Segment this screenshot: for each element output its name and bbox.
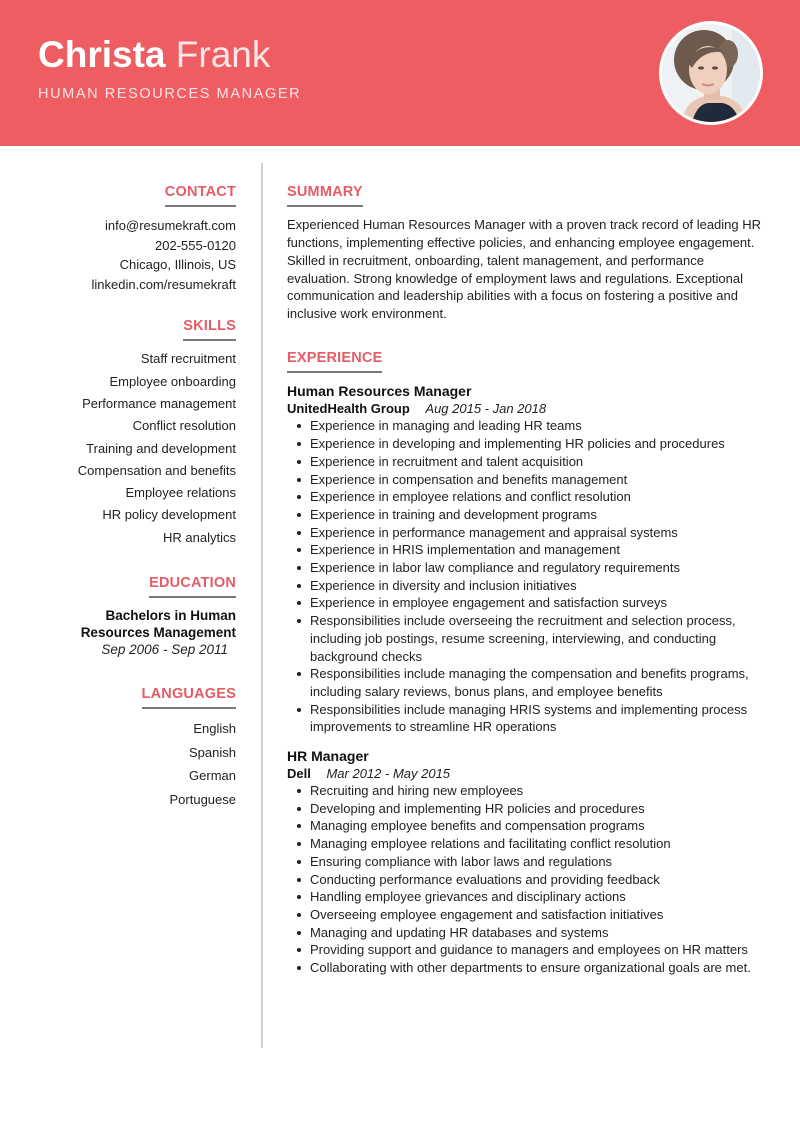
bullet-icon (297, 878, 301, 882)
job-bullet-text: Experience in HRIS implementation and management (310, 542, 621, 558)
job-bullet (310, 888, 767, 906)
job-bullet (310, 906, 767, 924)
job-bullet (310, 559, 767, 577)
contact-linkedin[interactable]: linkedin.com/resumekraft (91, 276, 236, 292)
job-bullet-text: Responsibilities include overseeing the recruitment and selection process, including job postings, resume screening, interviewing, and conducting background checks (310, 613, 736, 664)
contact-heading: CONTACT (165, 184, 236, 207)
job-dates: Mar 2012 - May 2015 (326, 766, 451, 782)
bullet-icon (297, 807, 301, 811)
skill-item: Employee onboarding (109, 373, 236, 389)
skills-heading: SKILLS (183, 318, 236, 341)
bullet-icon (297, 531, 301, 535)
bullet-icon (297, 460, 301, 464)
job-entry (287, 747, 767, 977)
job-bullet-text: Experience in employee relations and conflict resolution (310, 489, 631, 505)
job-bullet (310, 488, 767, 506)
column-divider (261, 163, 263, 1048)
job-company: UnitedHealth Group (287, 401, 410, 417)
education-section (16, 574, 236, 658)
job-bullet-text: Managing employee benefits and compensation programs (310, 818, 645, 834)
education-degree-line2: Resources Management (80, 625, 236, 641)
job-meta (287, 765, 767, 782)
bullet-icon (297, 513, 301, 517)
job-entry (287, 382, 767, 736)
job-bullet (310, 453, 767, 471)
skill-item: HR analytics (163, 529, 236, 545)
contact-location: Chicago, Illinois, US (119, 257, 236, 273)
skill-item: Performance management (82, 395, 236, 411)
contact-section (16, 183, 236, 294)
language-item: English (193, 721, 236, 737)
education-heading: EDUCATION (149, 575, 236, 598)
job-bullet (310, 941, 767, 959)
bullet-icon (297, 824, 301, 828)
job-bullet (310, 853, 767, 871)
job-bullet-text: Developing and implementing HR policies and procedures (310, 800, 645, 816)
portrait-icon (662, 24, 760, 122)
job-bullet-text: Experience in recruitment and talent acquisition (310, 453, 584, 469)
bullet-icon (297, 619, 301, 623)
language-item: Spanish (189, 744, 236, 760)
job-bullet (310, 417, 767, 435)
summary-heading: SUMMARY (287, 184, 363, 207)
candidate-name (38, 36, 270, 73)
contact-phone: 202-555-0120 (155, 237, 236, 253)
job-bullets (287, 417, 767, 736)
summary-section (287, 183, 767, 323)
bullet-icon (297, 895, 301, 899)
profile-photo (659, 21, 763, 125)
job-meta (287, 400, 767, 417)
skill-item: Staff recruitment (140, 351, 236, 367)
bullet-icon (297, 708, 301, 712)
job-bullet-text: Responsibilities include managing HRIS systems and implementing process improvements to streamline HR operations (310, 701, 748, 735)
experience-heading: EXPERIENCE (287, 350, 382, 373)
skill-item: Conflict resolution (132, 418, 236, 434)
job-bullet-text: Managing and updating HR databases and systems (310, 924, 609, 940)
job-bullet (310, 835, 767, 853)
skill-item: Compensation and benefits (77, 462, 236, 478)
contact-email[interactable]: info@resumekraft.com (105, 218, 236, 234)
job-bullet (310, 577, 767, 595)
job-bullet (310, 959, 767, 977)
language-item: German (189, 768, 236, 784)
job-bullet-text: Providing support and guidance to managers and employees on HR matters (310, 942, 748, 958)
job-bullet-text: Experience in developing and implementing HR policies and procedures (310, 436, 725, 452)
job-bullet-text: Experience in employee engagement and satisfaction surveys (310, 595, 667, 611)
job-bullet-text: Experience in performance management and appraisal systems (310, 524, 678, 540)
language-item: Portuguese (169, 791, 236, 807)
job-bullet (310, 782, 767, 800)
bullet-icon (297, 495, 301, 499)
bullet-icon (297, 478, 301, 482)
skills-section (16, 317, 236, 549)
job-bullet-text: Conducting performance evaluations and providing feedback (310, 871, 660, 887)
bullet-icon (297, 860, 301, 864)
bullet-icon (297, 948, 301, 952)
job-position: Human Resources Manager (287, 383, 472, 400)
bullet-icon (297, 913, 301, 917)
job-bullet (310, 435, 767, 453)
job-position: HR Manager (287, 748, 369, 765)
job-company: Dell (287, 766, 311, 782)
bullet-icon (297, 842, 301, 846)
job-bullet-text: Recruiting and hiring new employees (310, 783, 524, 799)
job-title: HUMAN RESOURCES MANAGER (38, 86, 302, 102)
bullet-icon (297, 966, 301, 970)
bullet-icon (297, 601, 301, 605)
job-dates: Aug 2015 - Jan 2018 (425, 401, 547, 417)
job-bullet (310, 800, 767, 818)
profile-photo-icon (662, 24, 760, 122)
job-bullet (310, 612, 767, 665)
job-bullet (310, 506, 767, 524)
bullet-icon (297, 442, 301, 446)
job-bullet (310, 871, 767, 889)
bullet-icon (297, 584, 301, 588)
education-degree-line1: Bachelors in Human (105, 608, 236, 624)
job-bullet (310, 701, 767, 736)
job-bullet-text: Ensuring compliance with labor laws and regulations (310, 853, 613, 869)
bullet-icon (297, 789, 301, 793)
skill-item: HR policy development (102, 507, 236, 523)
languages-heading: LANGUAGES (142, 686, 236, 709)
job-bullets (287, 782, 767, 977)
job-bullet-text: Experience in training and development programs (310, 506, 597, 522)
summary-text: Experienced Human Resources Manager with a proven track record of leading HR functions, implementing effective policies, and enhancing employee engagement. Skilled in recruitment, onboarding, talent management, and performance evaluation. Strong knowledge of employment laws and regulations. Exceptional communication and leadership abilities with a focus on fostering a positive and inclusive work environment. (287, 217, 762, 321)
job-bullet-text: Collaborating with other departments to ensure organizational goals are met. (310, 960, 751, 976)
job-bullet-text: Experience in labor law compliance and regulatory requirements (310, 560, 680, 576)
job-bullet-text: Experience in managing and leading HR teams (310, 418, 582, 434)
job-bullet-text: Experience in compensation and benefits management (310, 471, 628, 487)
job-bullet (310, 594, 767, 612)
bullet-icon (297, 548, 301, 552)
bullet-icon (297, 424, 301, 428)
education-dates: Sep 2006 - Sep 2011 (101, 642, 228, 658)
experience-section (287, 349, 767, 977)
languages-section (16, 685, 236, 811)
job-bullet-text: Handling employee grievances and disciplinary actions (310, 889, 626, 905)
job-bullet (310, 524, 767, 542)
job-bullet-text: Responsibilities include managing the compensation and benefits programs, including salary reviews, bonus plans, and employee benefits (310, 666, 749, 699)
first-name: Christa (38, 34, 166, 75)
bullet-icon (297, 931, 301, 935)
last-name: Frank (175, 34, 271, 75)
job-bullet (310, 924, 767, 942)
bullet-icon (297, 566, 301, 570)
job-bullet-text: Overseeing employee engagement and satisfaction initiatives (310, 906, 664, 922)
skill-item: Employee relations (125, 485, 236, 501)
job-bullet (310, 665, 767, 700)
bullet-icon (297, 672, 301, 676)
job-bullet-text: Experience in diversity and inclusion initiatives (310, 577, 577, 593)
header-banner (0, 0, 800, 146)
skill-item: Training and development (86, 440, 236, 456)
job-bullet (310, 541, 767, 559)
job-bullet (310, 471, 767, 489)
job-bullet (310, 817, 767, 835)
job-bullet-text: Managing employee relations and facilitating conflict resolution (310, 836, 671, 852)
